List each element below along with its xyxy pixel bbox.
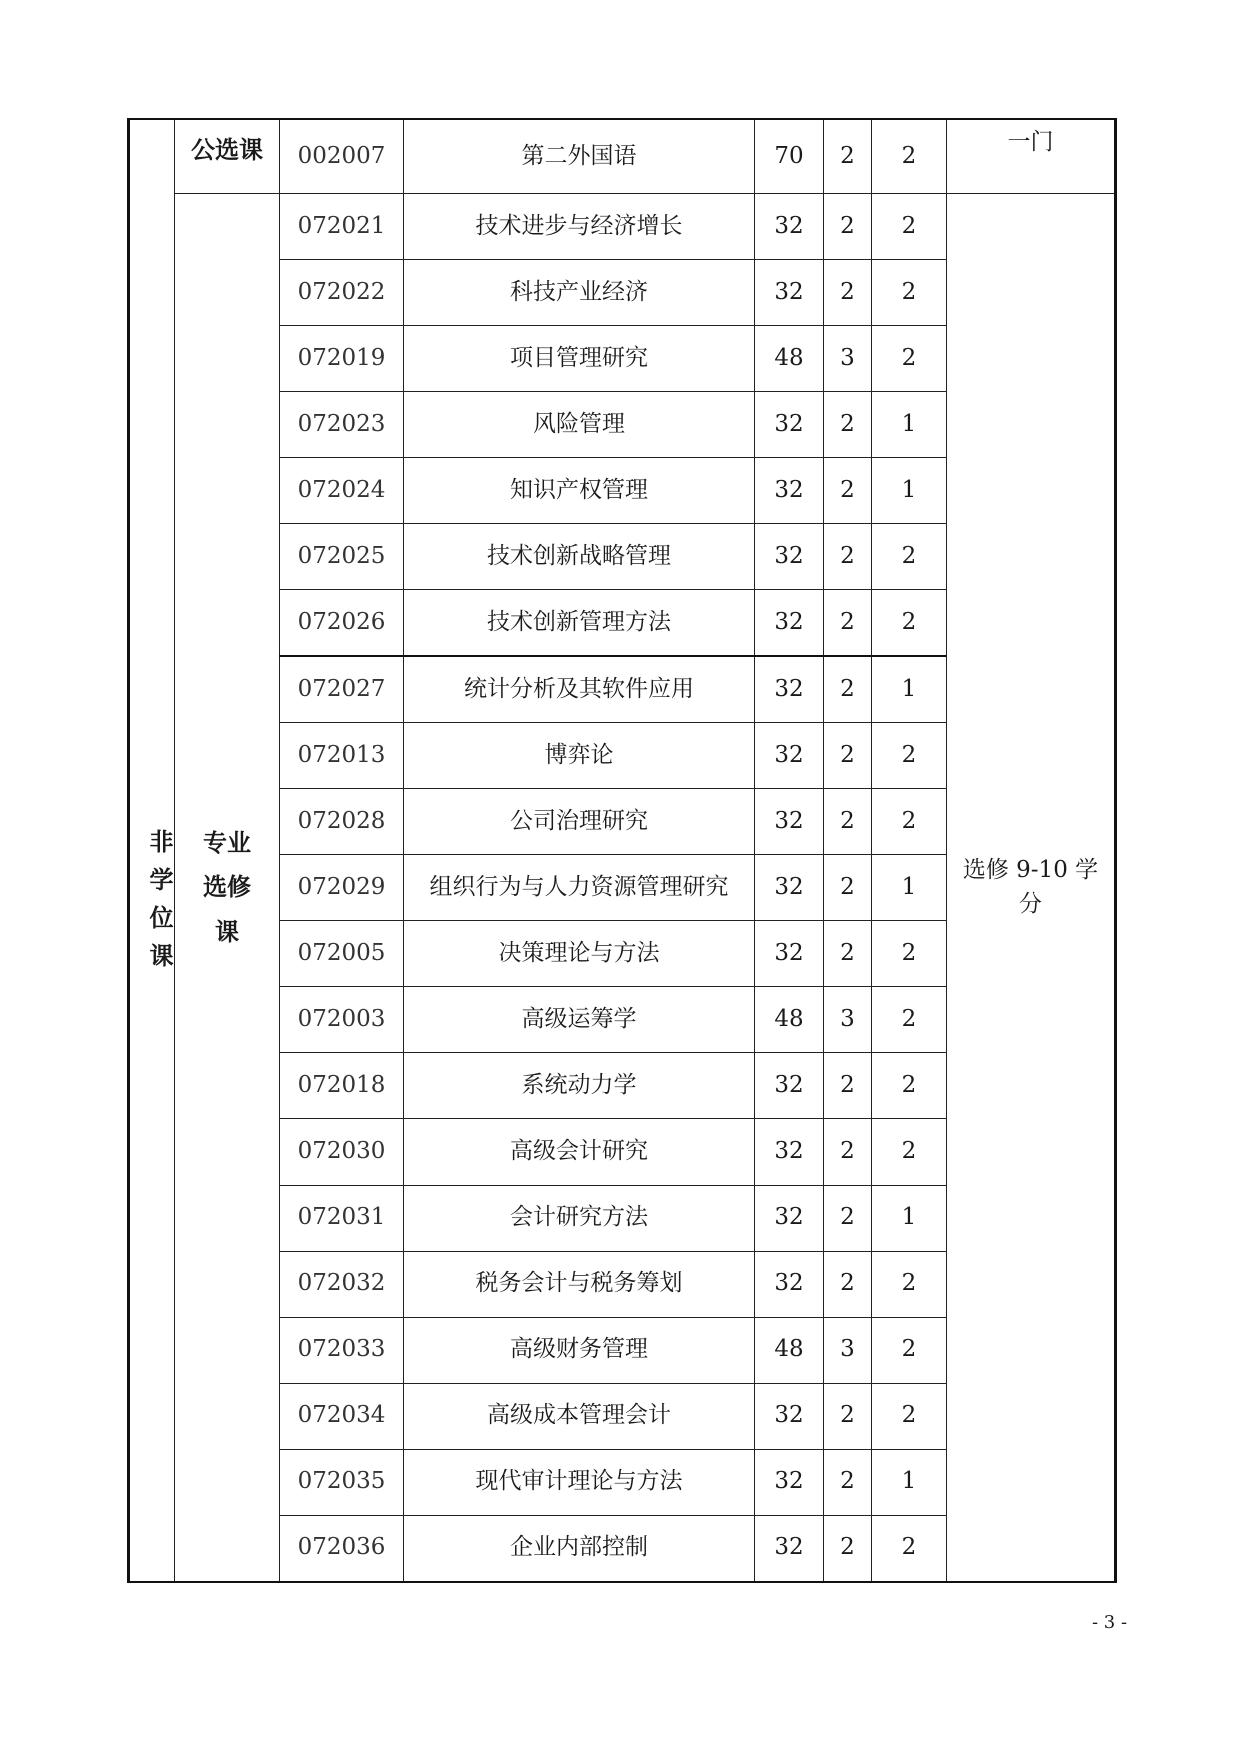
course-code: 072034 bbox=[280, 1383, 404, 1449]
course-name: 风险管理 bbox=[404, 392, 755, 458]
course-code: 072024 bbox=[280, 458, 404, 524]
course-semester: 2 bbox=[872, 723, 947, 789]
course-hours: 32 bbox=[755, 789, 824, 855]
course-credits: 2 bbox=[824, 1185, 872, 1251]
course-credits: 3 bbox=[824, 987, 872, 1053]
course-semester: 2 bbox=[872, 524, 947, 590]
course-credits: 2 bbox=[824, 392, 872, 458]
course-name: 高级会计研究 bbox=[404, 1119, 755, 1185]
course-credits: 2 bbox=[824, 723, 872, 789]
course-hours: 32 bbox=[755, 723, 824, 789]
course-name: 技术创新战略管理 bbox=[404, 524, 755, 590]
page-number: - 3 - bbox=[1092, 1612, 1128, 1633]
category-main-cell: 非学位课 bbox=[129, 119, 175, 1582]
course-credits: 2 bbox=[824, 458, 872, 524]
course-hours: 48 bbox=[755, 1317, 824, 1383]
course-hours: 32 bbox=[755, 1185, 824, 1251]
course-semester: 1 bbox=[872, 656, 947, 723]
course-hours: 32 bbox=[755, 1515, 824, 1582]
course-code: 072023 bbox=[280, 392, 404, 458]
course-code: 072005 bbox=[280, 921, 404, 987]
course-semester: 1 bbox=[872, 855, 947, 921]
course-credits: 2 bbox=[824, 1251, 872, 1317]
course-code: 072027 bbox=[280, 656, 404, 723]
course-semester: 1 bbox=[872, 458, 947, 524]
course-name: 决策理论与方法 bbox=[404, 921, 755, 987]
course-hours: 32 bbox=[755, 392, 824, 458]
course-credits: 2 bbox=[824, 1119, 872, 1185]
table-row bbox=[129, 119, 1116, 194]
course-name: 高级运筹学 bbox=[404, 987, 755, 1053]
course-name: 会计研究方法 bbox=[404, 1185, 755, 1251]
course-credits: 2 bbox=[824, 921, 872, 987]
course-credits: 2 bbox=[824, 260, 872, 326]
course-name: 知识产权管理 bbox=[404, 458, 755, 524]
table-row bbox=[129, 194, 1116, 260]
course-credits: 2 bbox=[824, 656, 872, 723]
course-semester: 1 bbox=[872, 1185, 947, 1251]
course-name: 博弈论 bbox=[404, 723, 755, 789]
course-code: 072035 bbox=[280, 1449, 404, 1515]
course-name: 公司治理研究 bbox=[404, 789, 755, 855]
course-hours: 48 bbox=[755, 987, 824, 1053]
course-semester: 2 bbox=[872, 119, 947, 194]
course-table bbox=[127, 118, 1117, 1583]
course-code: 072033 bbox=[280, 1317, 404, 1383]
course-code: 072029 bbox=[280, 855, 404, 921]
course-hours: 32 bbox=[755, 458, 824, 524]
course-hours: 32 bbox=[755, 1449, 824, 1515]
course-hours: 32 bbox=[755, 1053, 824, 1119]
course-code: 002007 bbox=[280, 119, 404, 194]
course-hours: 32 bbox=[755, 855, 824, 921]
course-credits: 2 bbox=[824, 1515, 872, 1582]
course-credits: 3 bbox=[824, 1317, 872, 1383]
course-semester: 2 bbox=[872, 1119, 947, 1185]
course-name: 企业内部控制 bbox=[404, 1515, 755, 1582]
course-credits: 2 bbox=[824, 119, 872, 194]
course-code: 072025 bbox=[280, 524, 404, 590]
course-name: 统计分析及其软件应用 bbox=[404, 656, 755, 723]
course-code: 072031 bbox=[280, 1185, 404, 1251]
course-hours: 32 bbox=[755, 1251, 824, 1317]
course-semester: 1 bbox=[872, 392, 947, 458]
public-elective-remark: 一门 bbox=[947, 119, 1116, 194]
course-semester: 2 bbox=[872, 1317, 947, 1383]
course-credits: 2 bbox=[824, 524, 872, 590]
course-semester: 2 bbox=[872, 1515, 947, 1582]
course-credits: 2 bbox=[824, 194, 872, 260]
course-credits: 2 bbox=[824, 590, 872, 657]
course-name: 第二外国语 bbox=[404, 119, 755, 194]
course-semester: 2 bbox=[872, 260, 947, 326]
course-code: 072021 bbox=[280, 194, 404, 260]
major-elective-remark: 选修 9-10 学分 bbox=[947, 194, 1116, 1582]
course-credits: 2 bbox=[824, 1383, 872, 1449]
course-hours: 32 bbox=[755, 590, 824, 657]
course-code: 072030 bbox=[280, 1119, 404, 1185]
course-code: 072028 bbox=[280, 789, 404, 855]
course-credits: 2 bbox=[824, 789, 872, 855]
course-hours: 32 bbox=[755, 524, 824, 590]
course-code: 072032 bbox=[280, 1251, 404, 1317]
course-hours: 32 bbox=[755, 1119, 824, 1185]
course-name: 项目管理研究 bbox=[404, 326, 755, 392]
course-semester: 2 bbox=[872, 590, 947, 657]
public-elective-label: 公选课 bbox=[175, 119, 280, 194]
course-code: 072022 bbox=[280, 260, 404, 326]
course-name: 税务会计与税务筹划 bbox=[404, 1251, 755, 1317]
course-semester: 2 bbox=[872, 1053, 947, 1119]
course-semester: 1 bbox=[872, 1449, 947, 1515]
course-name: 系统动力学 bbox=[404, 1053, 755, 1119]
course-credits: 2 bbox=[824, 1053, 872, 1119]
course-code: 072036 bbox=[280, 1515, 404, 1582]
course-hours: 32 bbox=[755, 656, 824, 723]
course-credits: 2 bbox=[824, 1449, 872, 1515]
course-semester: 2 bbox=[872, 921, 947, 987]
course-semester: 2 bbox=[872, 789, 947, 855]
course-code: 072013 bbox=[280, 723, 404, 789]
course-semester: 2 bbox=[872, 1251, 947, 1317]
course-hours: 48 bbox=[755, 326, 824, 392]
course-semester: 2 bbox=[872, 987, 947, 1053]
course-code: 072018 bbox=[280, 1053, 404, 1119]
course-hours: 70 bbox=[755, 119, 824, 194]
course-name: 高级成本管理会计 bbox=[404, 1383, 755, 1449]
course-hours: 32 bbox=[755, 1383, 824, 1449]
course-name: 组织行为与人力资源管理研究 bbox=[404, 855, 755, 921]
course-code: 072019 bbox=[280, 326, 404, 392]
course-credits: 3 bbox=[824, 326, 872, 392]
major-elective-label: 专业选修课 bbox=[175, 194, 280, 1582]
course-hours: 32 bbox=[755, 260, 824, 326]
course-hours: 32 bbox=[755, 194, 824, 260]
course-credits: 2 bbox=[824, 855, 872, 921]
course-hours: 32 bbox=[755, 921, 824, 987]
course-semester: 2 bbox=[872, 1383, 947, 1449]
course-code: 072003 bbox=[280, 987, 404, 1053]
course-name: 技术进步与经济增长 bbox=[404, 194, 755, 260]
course-name: 科技产业经济 bbox=[404, 260, 755, 326]
course-name: 现代审计理论与方法 bbox=[404, 1449, 755, 1515]
course-name: 高级财务管理 bbox=[404, 1317, 755, 1383]
course-code: 072026 bbox=[280, 590, 404, 657]
course-name: 技术创新管理方法 bbox=[404, 590, 755, 657]
course-semester: 2 bbox=[872, 194, 947, 260]
course-semester: 2 bbox=[872, 326, 947, 392]
